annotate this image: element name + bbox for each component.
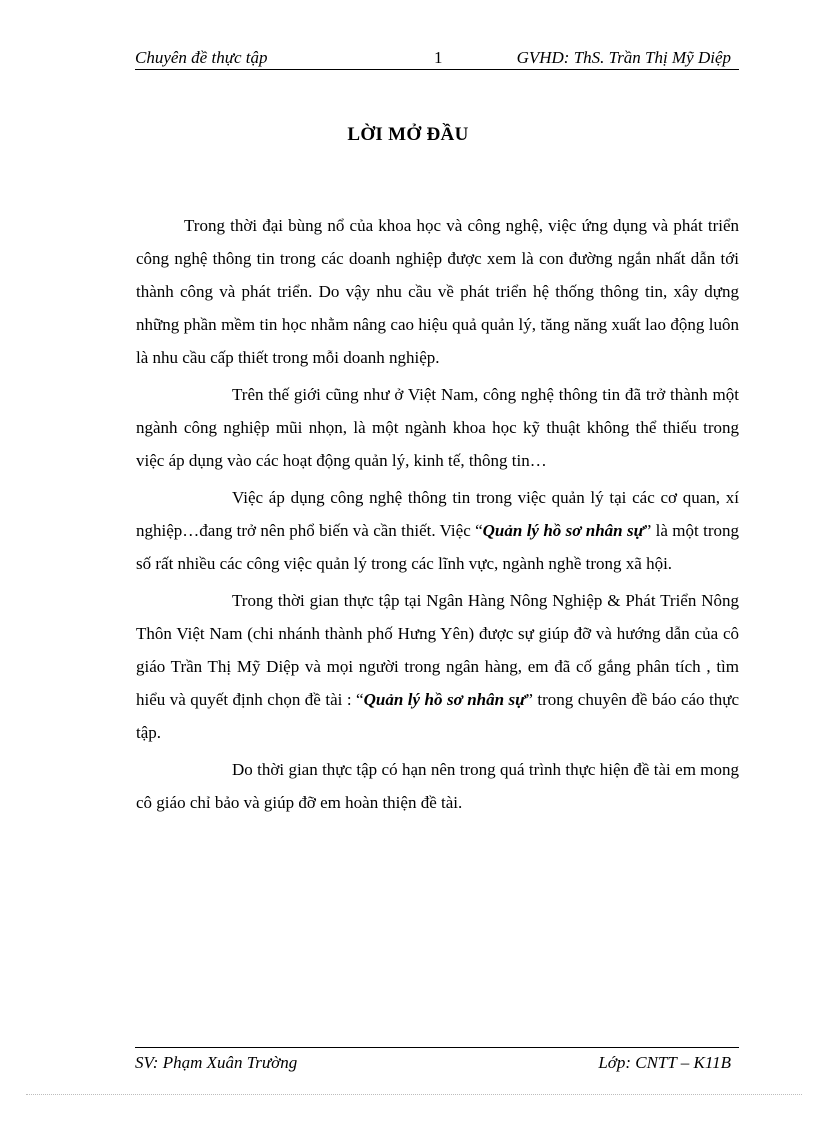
page-title: LỜI MỞ ĐẦU (347, 124, 469, 145)
footer-class: Lớp: CNTT – K11B (598, 1053, 731, 1072)
paragraph-3-text-end: ” là một trong số rất nhiều các công việc quản lý trong các lĩnh vực, ngành nghề trong xã hội. (136, 521, 739, 573)
paragraph-1: Trong thời đại bùng nổ của khoa học và công nghệ, việc ứng dụng và phát triển công nghệ thông tin trong các doanh nghiệp được xem là con đường ngắn nhất dẫn tới thành công và phát triển. Do vậy nhu cầu về phát triển hệ thống thông tin, xây dựng những phần mềm tin học nhằm nâng cao hiệu quả quản lý, tăng năng xuất lao động luôn là nhu cầu cấp thiết trong mỗi doanh nghiệp. (136, 216, 739, 367)
paragraph-4 (136, 584, 739, 749)
paragraph-3-emphasis: Quản lý hồ sơ nhân sự (482, 521, 644, 540)
page-footer (135, 1047, 739, 1073)
footer-rule (135, 1047, 739, 1048)
paragraph-4-text-end: ” trong chuyên đề báo cáo thực tập. (136, 690, 740, 742)
paragraph-4-text: Trong thời gian thực tập tại Ngân Hàng Nông Nghiệp & Phát Triển Nông Thôn Việt Nam (chi nhánh thành phố Hưng Yên) được sự giúp đỡ và hướng dẫn của cô giáo Trần Thị Mỹ Diệp và mọi người trong ngân hàng, em đã cố gắng phân tích , tìm hiểu và quyết định chọn đề tài : “ (136, 591, 739, 709)
header-supervisor: GVHD: ThS. Trần Thị Mỹ Diệp (516, 48, 731, 67)
page-bottom-dotted-line (26, 1094, 802, 1095)
header-rule (135, 69, 739, 70)
paragraph-5: Do thời gian thực tập có hạn nên trong quá trình thực hiện đề tài em mong cô giáo chỉ bảo và giúp đỡ em hoàn thiện đề tài. (136, 760, 739, 812)
paragraph-4-emphasis: Quản lý hồ sơ nhân sự (363, 690, 526, 709)
paragraph-3 (136, 481, 739, 580)
footer-student: SV: Phạm Xuân Trường (135, 1053, 298, 1072)
paragraph-3-text: Việc áp dụng công nghệ thông tin trong việc quản lý tại các cơ quan, xí nghiệp…đang trở nên phổ biến và cần thiết. Việc “ (136, 488, 739, 540)
header-course-title: Chuyên đề thực tập (135, 48, 268, 67)
page-header (135, 48, 739, 70)
page-number: 1 (434, 48, 443, 67)
paragraph-2: Trên thế giới cũng như ở Việt Nam, công nghệ thông tin đã trở thành một ngành công nghiệp mũi nhọn, là một ngành khoa học kỹ thuật không thể thiếu trong việc áp dụng vào các hoạt động quản lý, kinh tế, thông tin… (136, 385, 739, 470)
document-body (136, 209, 739, 823)
